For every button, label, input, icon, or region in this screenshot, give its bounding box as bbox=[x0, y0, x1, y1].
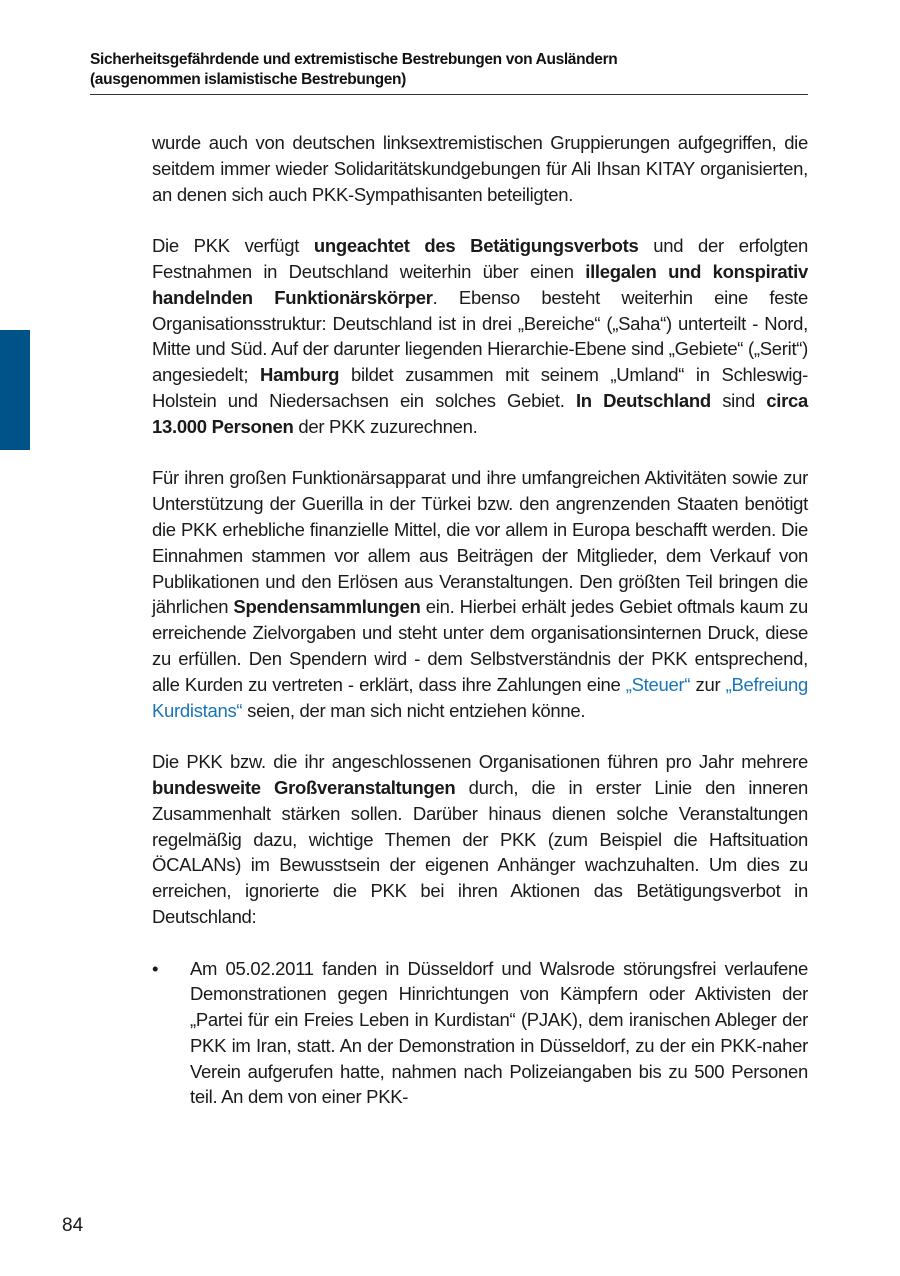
paragraph-3-text-4: seien, der man sich nicht entziehen könne. bbox=[242, 699, 586, 721]
paragraph-2-bold-3: Hamburg bbox=[260, 364, 340, 386]
paragraph-3 bbox=[152, 465, 808, 723]
paragraph-4-bold-1: bundesweite Großveranstaltungen bbox=[152, 776, 456, 798]
main-text-column bbox=[152, 130, 808, 1110]
running-header bbox=[90, 50, 808, 95]
paragraph-2-text-3: . Ebenso besteht weiterhin eine feste Organisationsstruktur: Deutschland ist in drei „Bereiche“ („Saha“) unterteilt - Nord, Mitte und Süd. Auf der darunter liegenden Hierarchie-Ebene sind „Gebiete“ („Serit“) angesiedelt; bbox=[152, 286, 809, 386]
page-number: 84 bbox=[62, 1215, 84, 1236]
paragraph-1 bbox=[152, 130, 808, 207]
bullet-icon: • bbox=[152, 957, 159, 979]
paragraph-2-text-1: Die PKK verfügt bbox=[152, 235, 314, 257]
paragraph-3-bold-1: Spendensammlungen bbox=[233, 596, 421, 618]
paragraph-4 bbox=[152, 749, 808, 930]
paragraph-2-bold-5: circa 13.000 Personen bbox=[152, 389, 808, 437]
paragraph-2-text-6: der PKK zuzurechnen. bbox=[293, 415, 478, 437]
header-title-line-2: (ausgenommen islamistische Bestrebungen) bbox=[90, 71, 406, 88]
header-title-line-1: Sicherheitsgefährdende und extremistische Bestrebungen von Ausländern bbox=[90, 51, 618, 68]
bullet-text: Am 05.02.2011 fanden in Düsseldorf und Walsrode störungsfrei verlaufene Demonstrationen gegen Hinrichtungen von Kämpfern oder Aktivisten der „Partei für ein Freies Leben in Kurdistan“ (PJAK), dem iranischen Ableger der PKK im Iran, statt. An der Demonstration in Düsseldorf, zu der ein PKK-naher Verein aufgerufen hatte, nahmen nach Polizeiangaben bis zu 500 Personen teil. An dem von einer PKK- bbox=[190, 957, 808, 1108]
chapter-marker-tab bbox=[0, 330, 30, 450]
quote-steuer: „Steuer“ bbox=[625, 673, 691, 695]
paragraph-2-text-4: bildet zusammen mit seinem „Umland“ in Schleswig-Holstein und Niedersachsen ein solches Gebiet. bbox=[152, 364, 808, 411]
paragraph-2-text-5: sind bbox=[710, 389, 767, 411]
paragraph-4-text-2: durch, die in erster Linie den inneren Zusammenhalt stärken sollen. Darüber hinaus dienen solche Veranstaltungen regelmäßig dazu, wichtige Themen der PKK (zum Beispiel die Haftsituation ÖCALANs) im Bewusstsein der eigenen Anhänger wachzuhalten. Um dies zu erreichen, ignorierte die PKK bei ihren Aktionen das Betätigungsverbot in Deutschland: bbox=[152, 776, 808, 927]
paragraph-2 bbox=[152, 233, 808, 439]
paragraph-2-bold-4: In Deutschland bbox=[575, 389, 711, 411]
paragraph-4-text-1: Die PKK bzw. die ihr angeschlossenen Organisationen führen pro Jahr mehrere bbox=[152, 751, 808, 773]
quote-befreiung-kurdistans: „Befreiung Kurdistans“ bbox=[152, 673, 808, 721]
paragraph-3-text-3: zur bbox=[690, 673, 726, 695]
paragraph-2-text-2: und der erfolgten Festnahmen in Deutschland weiterhin über einen bbox=[152, 235, 808, 282]
list-item bbox=[152, 956, 808, 1111]
paragraph-2-bold-2: illegalen und konspirativ handelnden Funktionärskörper bbox=[152, 260, 808, 308]
paragraph-3-text-2: ein. Hierbei erhält jedes Gebiet oftmals kaum zu erreichende Zielvorgaben und steht unter dem organisationsinternen Druck, diese zu erfüllen. Den Spendern wird - dem Selbstverständnis der PKK entsprechend, alle Kurden zu vertreten - erklärt, dass ihre Zahlungen eine bbox=[152, 596, 808, 695]
paragraph-2-bold-1: ungeachtet des Betätigungsverbots bbox=[313, 235, 639, 257]
paragraph-3-text-1: Für ihren großen Funktionärsapparat und ihre umfangreichen Aktivitäten sowie zur Unterstützung der Guerilla in der Türkei bzw. den angrenzenden Staaten benötigt die PKK erhebliche finanzielle Mittel, die vor allem in Europa beschafft werden. Die Einnahmen stammen vor allem aus Beiträgen der Mitglieder, dem Verkauf von Publikationen und den Erlösen aus Veranstaltungen. Den größten Teil bringen die jährlichen bbox=[152, 467, 808, 618]
paragraph-1-text: wurde auch von deutschen linksextremistischen Gruppierungen aufgegriffen, die seitdem immer wieder Solidaritätskundgebungen für Ali Ihsan KITAY organisierten, an denen sich auch PKK-Sympathisanten beteiligten. bbox=[152, 132, 808, 205]
